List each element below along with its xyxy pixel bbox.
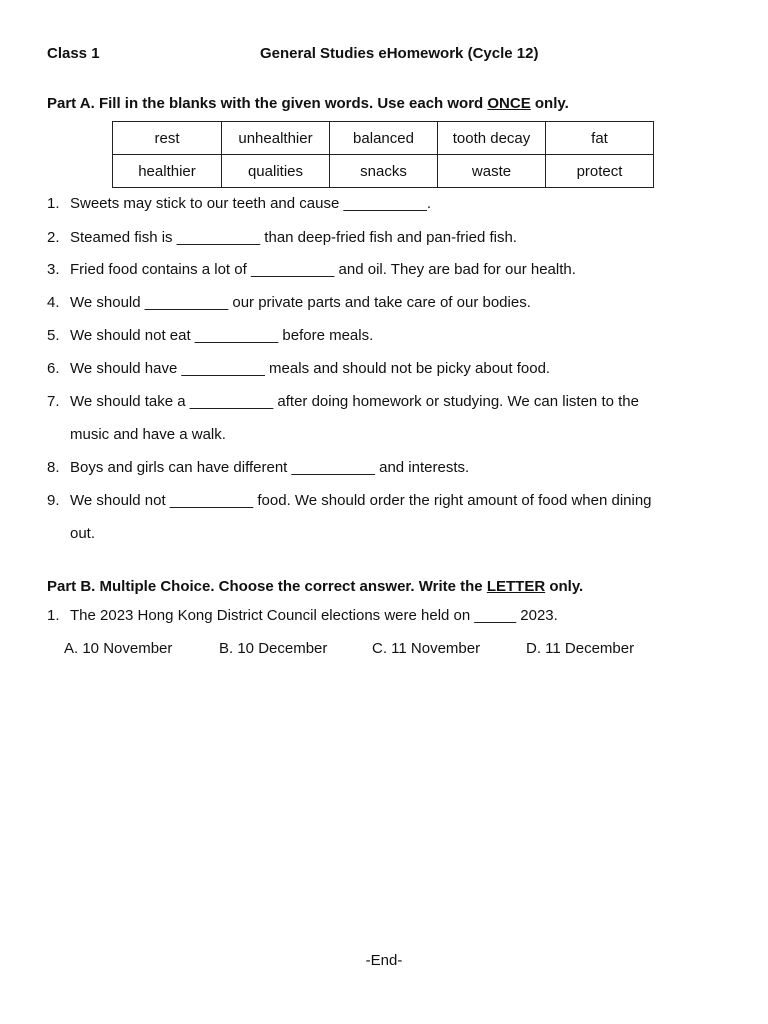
word-bank-cell: healthier — [113, 155, 222, 188]
word-bank-cell: protect — [546, 155, 654, 188]
word-bank-table — [112, 121, 654, 188]
question-number: 7. — [47, 393, 60, 410]
word-bank-cell: waste — [438, 155, 546, 188]
question-continuation: out. — [70, 525, 96, 542]
question-number: 3. — [47, 261, 60, 278]
question-item — [47, 393, 639, 410]
question-number: 4. — [47, 294, 60, 311]
question-item — [47, 492, 652, 509]
part-a-heading-text: Part A. Fill in the blanks with the given words. Use each word — [47, 95, 488, 112]
mc-question — [47, 607, 558, 624]
question-text: We should take a __________ after doing homework or studying. We can listen to the — [70, 393, 639, 410]
question-text: We should __________ our private parts and take care of our bodies. — [70, 294, 531, 311]
question-text: The 2023 Hong Kong District Council elections were held on _____ 2023. — [70, 607, 558, 624]
part-b-heading-text: Part B. Multiple Choice. Choose the correct answer. Write the — [47, 578, 487, 595]
end-marker: -End- — [365, 952, 403, 969]
class-label: Class 1 — [47, 45, 100, 62]
part-a-heading-end: only. — [530, 95, 569, 112]
question-text: Steamed fish is __________ than deep-fried fish and pan-fried fish. — [70, 229, 517, 246]
question-number: 1. — [47, 195, 60, 212]
question-item — [47, 327, 373, 344]
word-bank-row — [113, 155, 654, 188]
question-item — [47, 459, 469, 476]
question-text: Fried food contains a lot of __________ and oil. They are bad for our health. — [70, 261, 576, 278]
question-item — [47, 294, 531, 311]
question-number: 5. — [47, 327, 60, 344]
part-a-heading-emphasis: ONCE — [487, 95, 531, 112]
word-bank-cell: rest — [113, 122, 222, 155]
part-a-heading — [47, 95, 569, 112]
question-number: 2. — [47, 229, 60, 246]
question-text: We should have __________ meals and should not be picky about food. — [70, 360, 551, 377]
word-bank-cell: unhealthier — [222, 122, 330, 155]
question-number: 1. — [47, 607, 60, 624]
question-number: 6. — [47, 360, 60, 377]
question-item — [47, 229, 517, 246]
homework-title: General Studies eHomework (Cycle 12) — [260, 45, 539, 62]
question-item — [47, 360, 550, 377]
question-text: Boys and girls can have different __________ and interests. — [70, 459, 470, 476]
question-text: We should not __________ food. We should order the right amount of food when dining — [70, 492, 652, 509]
option-a: A. 10 November — [64, 640, 173, 657]
word-bank-row — [113, 122, 654, 155]
question-number: 8. — [47, 459, 60, 476]
part-b-heading — [47, 578, 583, 595]
question-number: 9. — [47, 492, 60, 509]
question-item — [47, 261, 576, 278]
option-b: B. 10 December — [219, 640, 328, 657]
word-bank-cell: fat — [546, 122, 654, 155]
word-bank-cell: balanced — [330, 122, 438, 155]
word-bank-cell: snacks — [330, 155, 438, 188]
option-c: C. 11 November — [372, 640, 481, 657]
question-item — [47, 195, 431, 212]
part-b-heading-emphasis: LETTER — [486, 578, 546, 595]
word-bank-cell: qualities — [222, 155, 330, 188]
word-bank-cell: tooth decay — [438, 122, 546, 155]
question-text: We should not eat __________ before meals. — [70, 327, 374, 344]
option-d: D. 11 December — [526, 640, 635, 657]
question-text: Sweets may stick to our teeth and cause __________. — [70, 195, 432, 212]
part-b-heading-end: only. — [545, 578, 584, 595]
question-continuation: music and have a walk. — [70, 426, 226, 443]
